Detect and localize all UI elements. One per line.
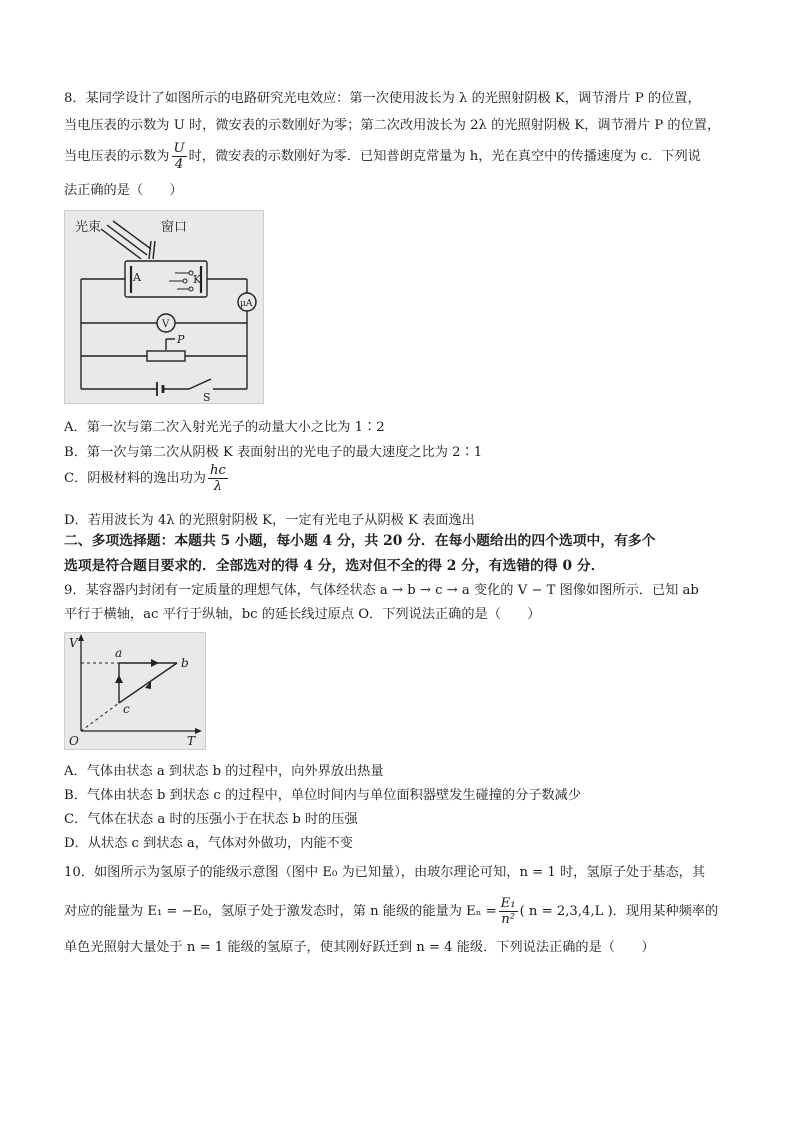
q8-option-c-num: hc <box>209 463 226 478</box>
q9-line-2: 平行于横轴，ac 平行于纵轴，bc 的延长线过原点 O．下列说法正确的是（ ） <box>64 607 541 622</box>
voltmeter-label: V <box>162 319 170 330</box>
q8-option-b: B．第一次与第二次从阴极 K 表面射出的光电子的最大速度之比为 2∶1 <box>64 445 483 460</box>
section-2-line-2: 选项是符合题目要求的．全部选对的得 4 分，选对但不全的得 2 分，有选错的得 0 分． <box>64 558 605 574</box>
window-label: 窗口 <box>161 220 188 235</box>
q10-line-2 <box>64 894 718 930</box>
q8-fraction-num: U <box>173 141 185 156</box>
t-axis-label: T <box>187 734 196 748</box>
q10-line-1: 10．如图所示为氢原子的能级示意图（图中 E₀ 为已知量），由玻尔理论可知，n = 1 时，氢原子处于基态，其 <box>64 865 706 880</box>
cathode-label: K <box>193 273 202 286</box>
q10-line-2-post: ( n = 2,3,4,L )．现用某种频率的 <box>519 904 719 919</box>
q8-option-c-den: λ <box>213 479 223 494</box>
circuit-diagram <box>65 211 263 403</box>
anode-label: A <box>133 271 141 284</box>
q8-line-3-post: 时，微安表的示数刚好为零．已知普朗克常量为 h，光在真空中的传播速度为 c．下列说 <box>188 149 701 164</box>
origin-label: O <box>69 734 79 748</box>
q8-fraction <box>172 141 187 172</box>
q8-circuit-figure <box>64 210 264 404</box>
q9-option-c: C．气体在状态 a 时的压强小于在状态 b 时的压强 <box>64 812 358 827</box>
q8-line-3 <box>64 140 701 174</box>
q9-option-d: D．从状态 c 到状态 a，气体对外做功，内能不变 <box>64 836 353 851</box>
state-c-label: c <box>123 702 130 716</box>
q8-line-1: 8．某同学设计了如图所示的电路研究光电效应：第一次使用波长为 λ 的光照射阴极 K，调节滑片 P 的位置， <box>64 91 701 106</box>
q8-option-c-pre: C．阴极材料的逸出功为 <box>64 471 206 486</box>
q8-fraction-den: 4 <box>174 157 184 172</box>
q8-line-3-pre: 当电压表的示数为 <box>64 149 170 164</box>
q10-fraction <box>499 896 518 927</box>
q8-line-2: 当电压表的示数为 U 时，微安表的示数刚好为零；第二次改用波长为 2λ 的光照射阴极 K，调节滑片 P 的位置， <box>64 118 721 133</box>
beam-label: 光束 <box>75 220 102 235</box>
state-b-label: b <box>181 656 189 670</box>
slider-label: P <box>177 333 185 346</box>
q10-fraction-den: n² <box>501 912 515 927</box>
q8-option-c-fraction <box>208 463 228 494</box>
q8-option-c <box>64 462 230 496</box>
q8-option-d: D．若用波长为 4λ 的光照射阴极 K，一定有光电子从阴极 K 表面逸出 <box>64 513 475 528</box>
q8-line-4: 法正确的是（ ） <box>64 183 183 198</box>
section-2-line-1: 二、多项选择题：本题共 5 小题，每小题 4 分，共 20 分．在每小题给出的四个选项中，有多个 <box>64 533 656 549</box>
state-a-label: a <box>115 646 123 660</box>
q9-vt-graph <box>64 632 206 750</box>
v-axis-label: V <box>69 636 78 650</box>
q10-line-3: 单色光照射大量处于 n = 1 能级的氢原子，使其刚好跃迁到 n = 4 能级．下列说法正确的是（ ） <box>64 940 655 955</box>
q8-option-a: A．第一次与第二次入射光光子的动量大小之比为 1∶2 <box>64 420 385 435</box>
q10-line-2-pre: 对应的能量为 E₁ = −E₀，氢原子处于激发态时，第 n 能级的能量为 Eₙ = <box>64 904 497 919</box>
q10-fraction-num: E₁ <box>500 896 516 911</box>
q9-option-a: A．气体由状态 a 到状态 b 的过程中，向外界放出热量 <box>64 764 384 779</box>
q9-line-1: 9．某容器内封闭有一定质量的理想气体，气体经状态 a → b → c → a 变化的 V − T 图像如图所示．已知 ab <box>64 583 699 598</box>
q9-option-b: B．气体由状态 b 到状态 c 的过程中，单位时间内与单位面积器壁发生碰撞的分子数减少 <box>64 788 582 803</box>
microammeter-label: μA <box>240 299 253 309</box>
vt-diagram <box>65 633 205 749</box>
switch-label: S <box>203 391 211 403</box>
